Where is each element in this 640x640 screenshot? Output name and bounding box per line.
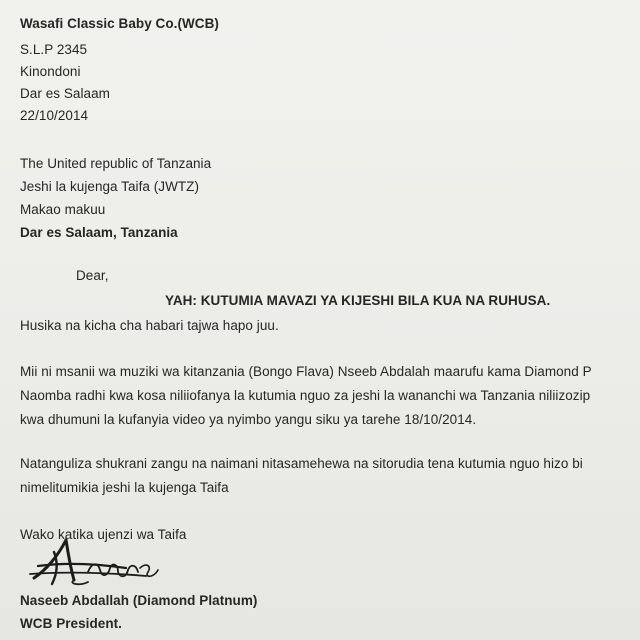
sender-city: Dar es Salaam [20, 86, 110, 101]
recipient-line-1: The United republic of Tanzania [20, 156, 212, 171]
paragraph-1-line-2: Naomba radhi kwa kosa niliiofanya la kutumia nguo za jeshi la wananchi wa Tanzania niliizozip [20, 388, 591, 403]
paragraph-2-line-2: nimelitumikia jeshi la kujenga Taifa [20, 480, 229, 495]
intro-line: Husika na kicha cha habari tajwa hapo juu. [20, 318, 279, 333]
sender-po-box: S.L.P 2345 [20, 42, 88, 57]
greeting: Dear, [76, 268, 109, 283]
signer-name: Naseeb Abdallah (Diamond Platnum) [20, 593, 258, 608]
subject-line: YAH: KUTUMIA MAVAZI YA KIJESHI BILA KUA NA RUHUSA. [165, 293, 551, 308]
sender-name: Wasafi Classic Baby Co.(WCB) [20, 16, 219, 31]
signer-title: WCB President. [20, 616, 122, 631]
recipient-line-2: Jeshi la kujenga Taifa (JWTZ) [20, 179, 200, 194]
recipient-line-4: Dar es Salaam, Tanzania [20, 225, 178, 240]
letter-date: 22/10/2014 [20, 108, 89, 123]
paragraph-1-line-1: Mii ni msanii wa muziki wa kitanzania (Bongo Flava) Nseeb Abdalah maarufu kama Diamond P [20, 364, 592, 379]
valediction: Wako katika ujenzi wa Taifa [20, 527, 187, 542]
sender-district: Kinondoni [20, 64, 81, 79]
paragraph-1-line-3: kwa dhumuni la kufanyia video ya nyimbo yangu siku ya tarehe 18/10/2014. [20, 412, 477, 427]
recipient-line-3: Makao makuu [20, 202, 106, 217]
handwritten-signature [28, 528, 178, 590]
paragraph-2-line-1: Natanguliza shukrani zangu na naimani nitasamehewa na sitorudia tena kutumia nguo hizo bi [20, 456, 583, 471]
